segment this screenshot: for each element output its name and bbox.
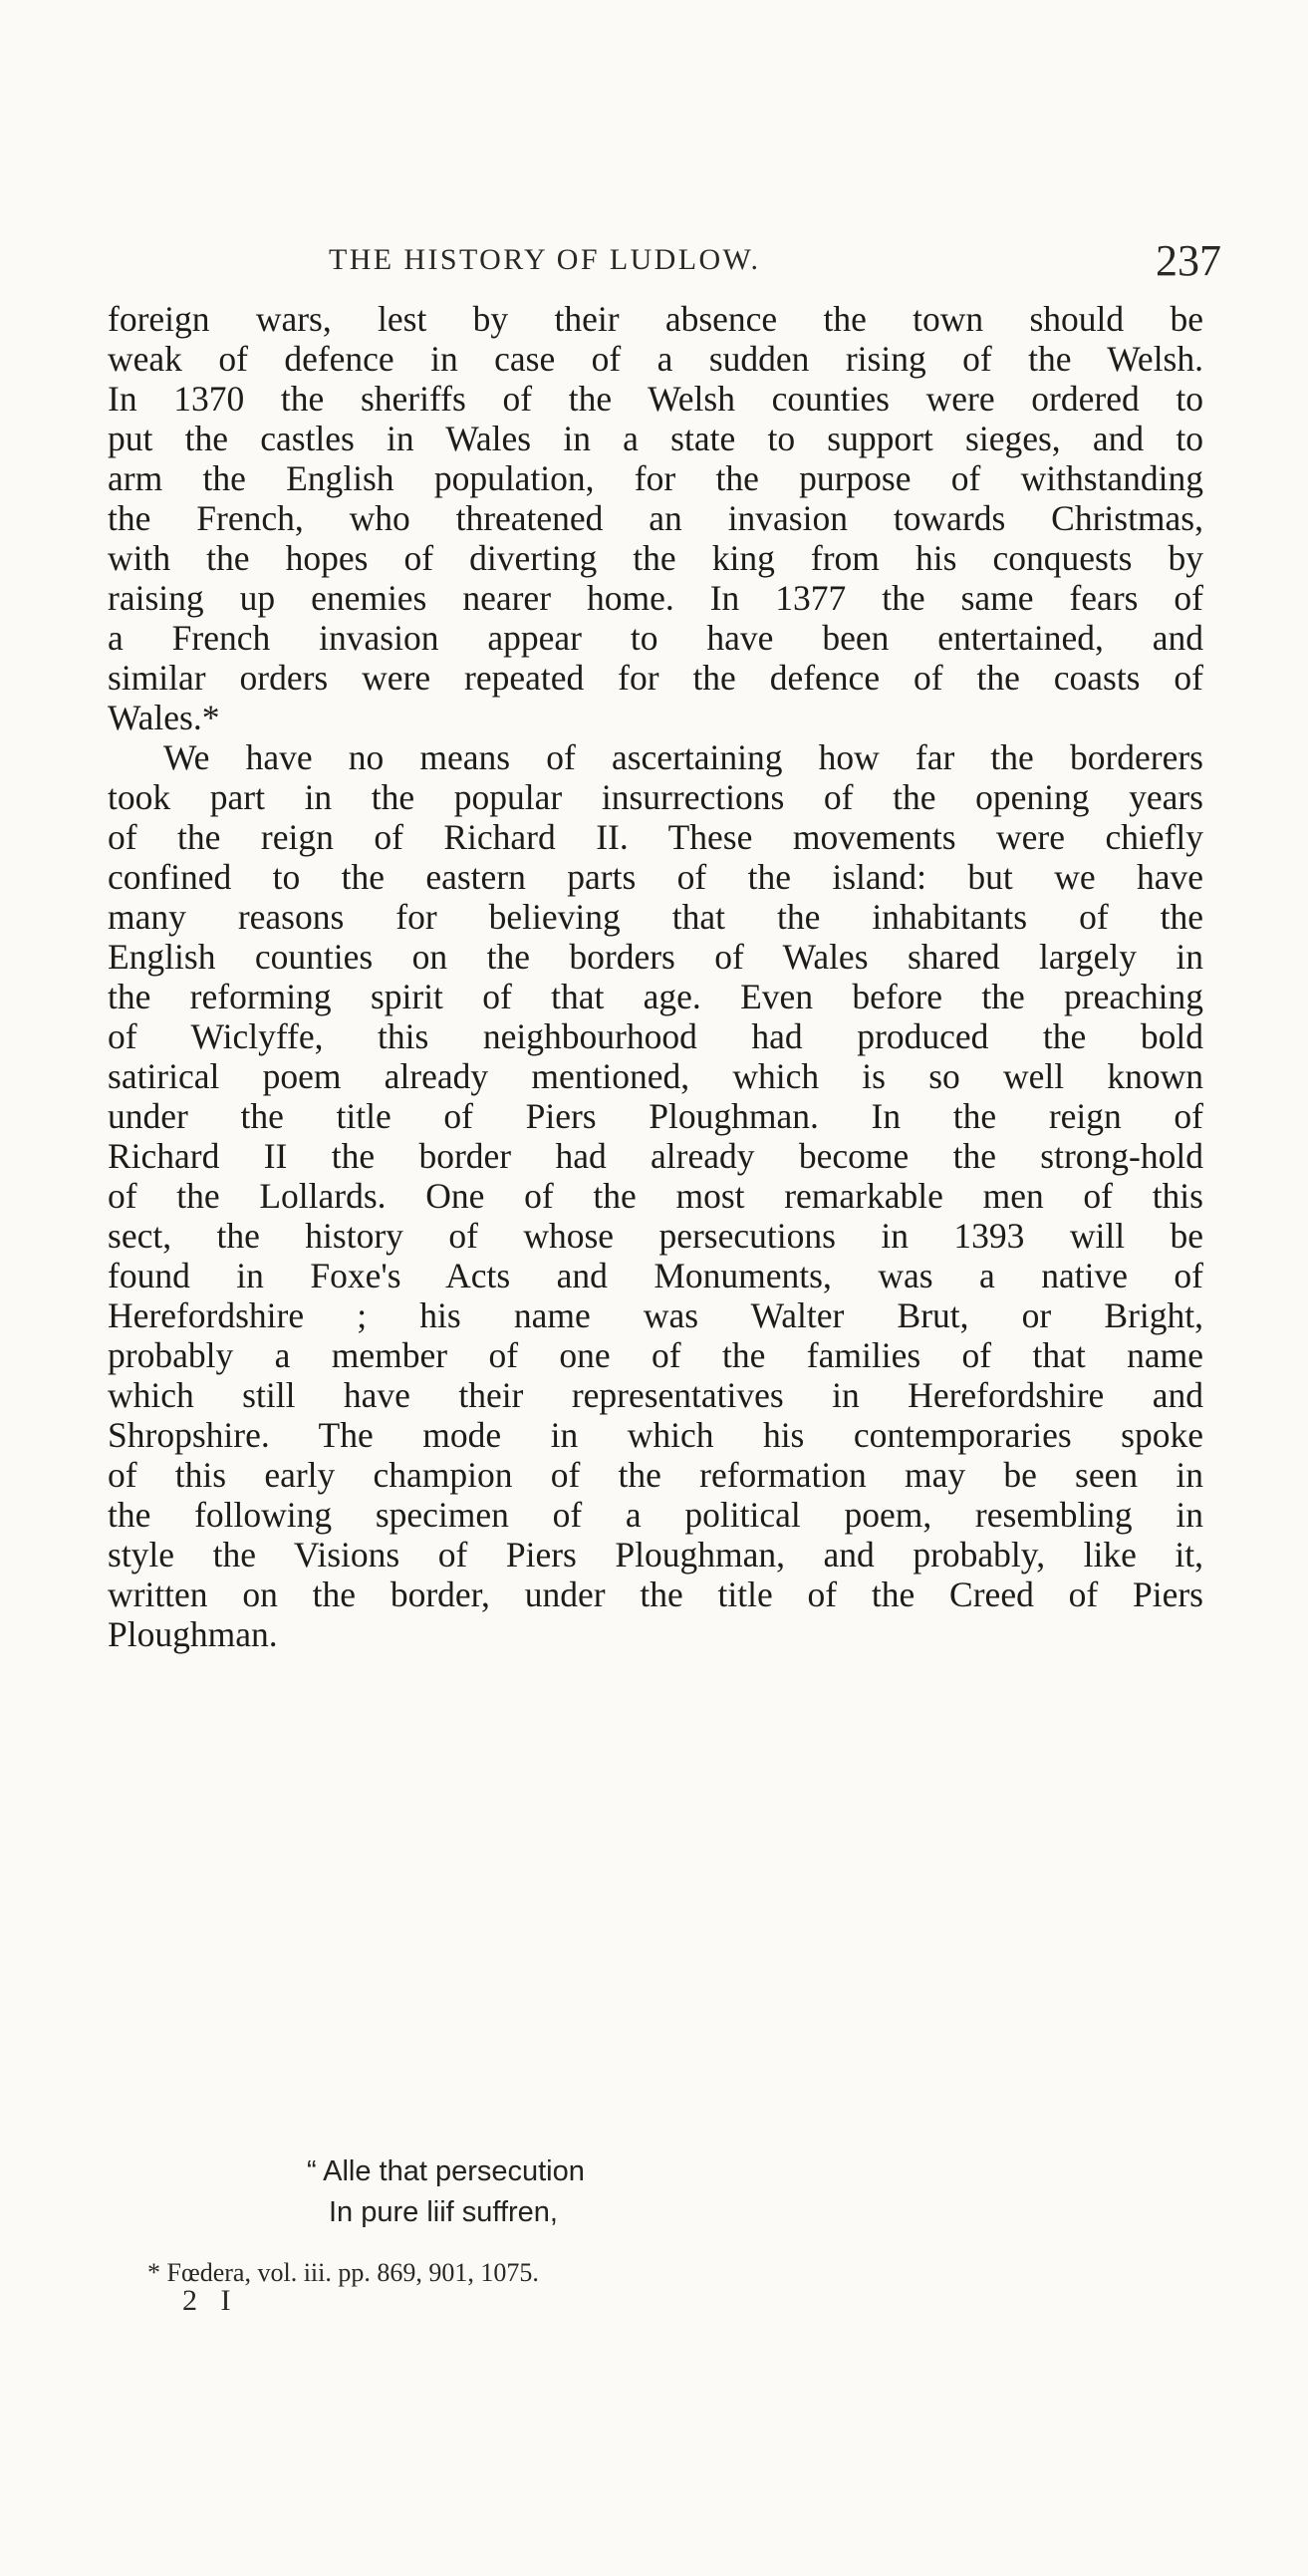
verse-quotation: [307, 2151, 585, 2233]
verse-line: In pure liif suffren,: [329, 2196, 558, 2228]
text-line: We have no means of ascertaining how far the borderers: [163, 737, 1203, 777]
text-line: Shropshire. The mode in which his contemporaries spoke: [108, 1415, 1203, 1455]
text-line: many reasons for believing that the inhabitants of the: [108, 897, 1203, 937]
text-line: raising up enemies nearer home. In 1377 the same fears of: [108, 578, 1203, 618]
text-line: of the Lollards. One of the most remarkable men of this: [108, 1176, 1203, 1216]
text-line: with the hopes of diverting the king from his conquests by: [108, 538, 1203, 578]
body-text: [108, 299, 1203, 1654]
text-line: the reforming spirit of that age. Even before the preaching: [108, 977, 1203, 1016]
verse-line: “ Alle that persecution: [307, 2155, 585, 2187]
text-line: English counties on the borders of Wales shared largely in: [108, 937, 1203, 977]
text-line: put the castles in Wales in a state to support sieges, and to: [108, 419, 1203, 458]
text-line: In 1370 the sheriffs of the Welsh counties were ordered to: [108, 379, 1203, 419]
text-line: of this early champion of the reformation may be seen in: [108, 1455, 1203, 1495]
text-line: sect, the history of whose persecutions in 1393 will be: [108, 1216, 1203, 1256]
text-line: written on the border, under the title of the Creed of Piers: [108, 1574, 1203, 1614]
running-title: THE HISTORY OF LUDLOW.: [329, 243, 761, 276]
text-line: style the Visions of Piers Ploughman, and probably, like it,: [108, 1535, 1203, 1574]
text-line: under the title of Piers Ploughman. In the reign of: [108, 1096, 1203, 1136]
text-line: Richard II the border had already become the strong-hold: [108, 1136, 1203, 1176]
text-line: arm the English population, for the purpose of withstanding: [108, 458, 1203, 498]
text-line: a French invasion appear to have been entertained, and: [108, 618, 1203, 658]
text-line: the following specimen of a political poem, resembling in: [108, 1495, 1203, 1535]
text-line: foreign wars, lest by their absence the town should be: [108, 299, 1203, 339]
text-line: Wales.*: [108, 698, 220, 737]
text-line: Herefordshire ; his name was Walter Brut, or Bright,: [108, 1295, 1203, 1335]
text-line: Ploughman.: [108, 1614, 278, 1654]
signature-mark: 2 I: [182, 2284, 239, 2317]
text-line: which still have their representatives in Herefordshire and: [108, 1375, 1203, 1415]
page-number: 237: [1156, 236, 1221, 285]
text-line: satirical poem already mentioned, which is so well known: [108, 1056, 1203, 1096]
text-line: confined to the eastern parts of the island: but we have: [108, 857, 1203, 897]
footnote: * Fœdera, vol. iii. pp. 869, 901, 1075.: [147, 2258, 539, 2287]
text-line: took part in the popular insurrections of the opening years: [108, 777, 1203, 817]
text-line: of Wiclyffe, this neighbourhood had produced the bold: [108, 1016, 1203, 1056]
text-line: of the reign of Richard II. These movements were chiefly: [108, 817, 1203, 857]
text-line: probably a member of one of the families of that name: [108, 1335, 1203, 1375]
text-line: similar orders were repeated for the defence of the coasts of: [108, 658, 1203, 698]
text-line: weak of defence in case of a sudden rising of the Welsh.: [108, 339, 1203, 379]
text-line: found in Foxe's Acts and Monuments, was a native of: [108, 1256, 1203, 1295]
text-line: the French, who threatened an invasion towards Christmas,: [108, 498, 1203, 538]
